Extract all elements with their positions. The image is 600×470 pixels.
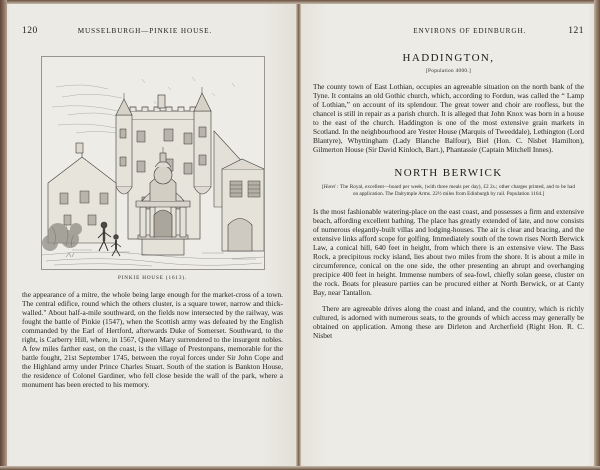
left-running-head-title: MUSSELBURGH—PINKIE HOUSE. [77,27,213,35]
page-left-edge [0,0,7,470]
illustration-caption: PINKIE HOUSE (1613). [117,275,187,281]
page-top-edge [0,0,600,4]
page-bottom-edge [0,466,600,470]
paragraph: Is the most fashionable watering-place on the east coast, and possesses a firm and extensive beach, affording excellent bathing. The place has greatly extended of late, and now consists of numerous elegantly-built villas and lodging-houses. The air is clear and bracing, and the extensive links afford scope for golfing. Immediately south of the town rises North Berwick Law, a conical hill, 640 feet in height, from which there is an extensive view. The Bass Rock, a precipitous rocky island, lies about two miles from the shore. It is about a mile in circumference, conical on the one side, the other presenting an abrupt and overhanging precipice 400 feet in height. Immense numbers of sea-fowl, chiefly solan geese, cluster on the rock. Boats for pleasure parties can be procured either at North Berwick, or at Canty Bay, near Tantallon. [313,206,584,297]
book-gutter [296,0,301,470]
note-open-bracket: [ [322,184,324,191]
right-page-number: 121 [568,26,584,36]
left-page [0,0,297,470]
page-right-edge [594,0,600,470]
right-page [297,0,600,470]
note-text: The Royal, excellent—board per week, (with three meals per day), £2 2s.; other charges printed, and to be had on application. The Dalrymple Arms. 22½ miles from Edinburgh by rail. Population 1164.] [338,184,575,198]
section-heading-north-berwick: NORTH BERWICK [394,167,503,180]
section-heading-haddington: HADDINGTON, [402,52,495,64]
right-running-head [313,26,584,40]
left-running-head [22,26,283,40]
north-berwick-body [313,207,584,341]
note-italic-label: Hotel : [323,184,339,191]
haddington-population-note: [Population 4000.] [425,68,472,74]
haddington-body [313,82,584,154]
paragraph: There are agreeable drives along the coast and inland, and the country, which is richly cultured, is adorned with numerous seats, to the grounds of which access may generally be obtained on application. Among these are Dirleton and Archerfield (Right Hon. R. C. Nisbet [313,304,584,341]
north-berwick-hotel-note [322,184,575,198]
left-page-number: 120 [22,26,38,36]
paragraph: the appearance of a mitre, the whole being large enough for the market-cross of a town. The central edifice, round which the others cluster, is a square tower, narrow and thick-walled." About half-a-mile southward, on the fields now intersected by the railway, was fought the battle of Pinkie (1547), when the Scottish army was defeated by the English commanded by the Earl of Hertford, afterwards Duke of Somerset. Southward, to the right, is Carberry Hill, where, in 1567, Queen Mary surrendered to the insurgent nobles. A few miles farther east, on the coast, is the village of Prestonpans, memorable for the battle fought, 21st September 1745, between the royal forces under Sir John Cope and the Highland army under Prince Charles Stuart. South of the station is Bankton House, the residence of Colonel Gardiner, who fell close beside the wall of the park, where a monument has been erected to his memory. [22,290,283,390]
engraving-artwork [42,57,264,269]
paragraph: The county town of East Lothian, occupies an agreeable situation on the north bank of the Tyne. It contains an old Gothic church, which, according to Fordun, was called the “ Lamp of Lothian,” on account of its splendour. The great tower and choir are roofless, but the chancel is still in repair as a parish church. It is alleged that John Knox was born in a house to the east of the church. Haddington is one of the most extensive grain markets in Scotland. In the neighbourhood are Yester House (Marquis of Tweeddale), Lethington (Lord Blantyre), Whyttingham (Lady Blanche Balfour), Biel (Hon. C. Nisbet Hamilton), Gilmerton House (Sir David Kinloch, Bart.), Phantassie (Captain Mitchell Innes). [313,82,585,155]
pinkie-house-engraving [41,56,265,270]
left-page-body [22,290,283,390]
right-running-head-title: ENVIRONS OF EDINBURGH. [413,27,527,35]
